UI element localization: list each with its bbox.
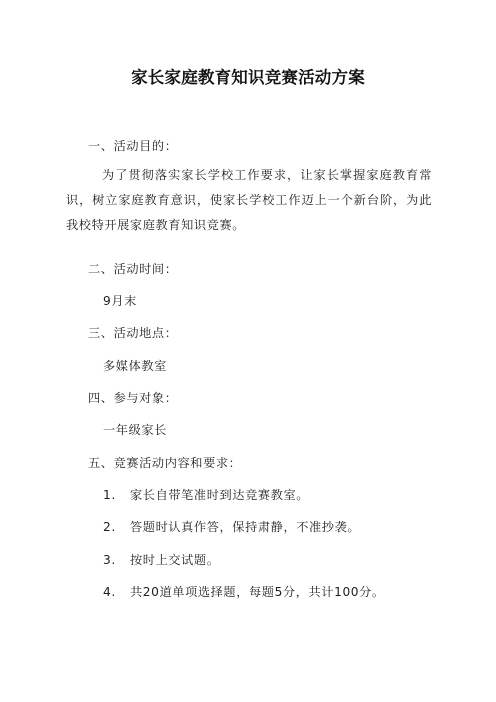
time-text: 9月末 xyxy=(103,294,137,308)
participants-heading: 四、参与对象： xyxy=(88,391,178,405)
participants-text: 一年级家长 xyxy=(103,423,167,437)
rule-number: 2. xyxy=(103,520,116,534)
rule-item xyxy=(103,583,385,601)
rule-text: 答题时认真作答，保持肃静，不准抄袭。 xyxy=(130,520,361,534)
rule-number: 4. xyxy=(103,585,116,599)
rule-text: 按时上交试题。 xyxy=(130,553,220,567)
rules-heading: 五、竞赛活动内容和要求： xyxy=(88,456,242,470)
place-text: 多媒体教室 xyxy=(103,359,167,373)
document-title: 家长家庭教育知识竞赛活动方案 xyxy=(131,68,365,87)
purpose-paragraph: 为了贯彻落实家长学校工作要求，让家长掌握家庭教育常识，树立家庭教育意识，使家长学校工作迈上一个新台阶，为此我校特开展家庭教育知识竞赛。 xyxy=(66,168,432,232)
rule-item xyxy=(103,486,309,504)
rule-text: 家长自带笔准时到达竞赛教室。 xyxy=(130,488,310,502)
rule-number: 1. xyxy=(103,488,116,502)
purpose-heading: 一、活动目的： xyxy=(88,139,178,153)
time-heading: 二、活动时间： xyxy=(88,262,178,276)
place-heading: 三、活动地点： xyxy=(88,326,178,340)
rule-item xyxy=(103,518,360,536)
rule-item xyxy=(103,551,220,569)
rule-number: 3. xyxy=(103,553,116,567)
rule-text: 共20道单项选择题，每题5分，共计100分。 xyxy=(130,585,385,599)
